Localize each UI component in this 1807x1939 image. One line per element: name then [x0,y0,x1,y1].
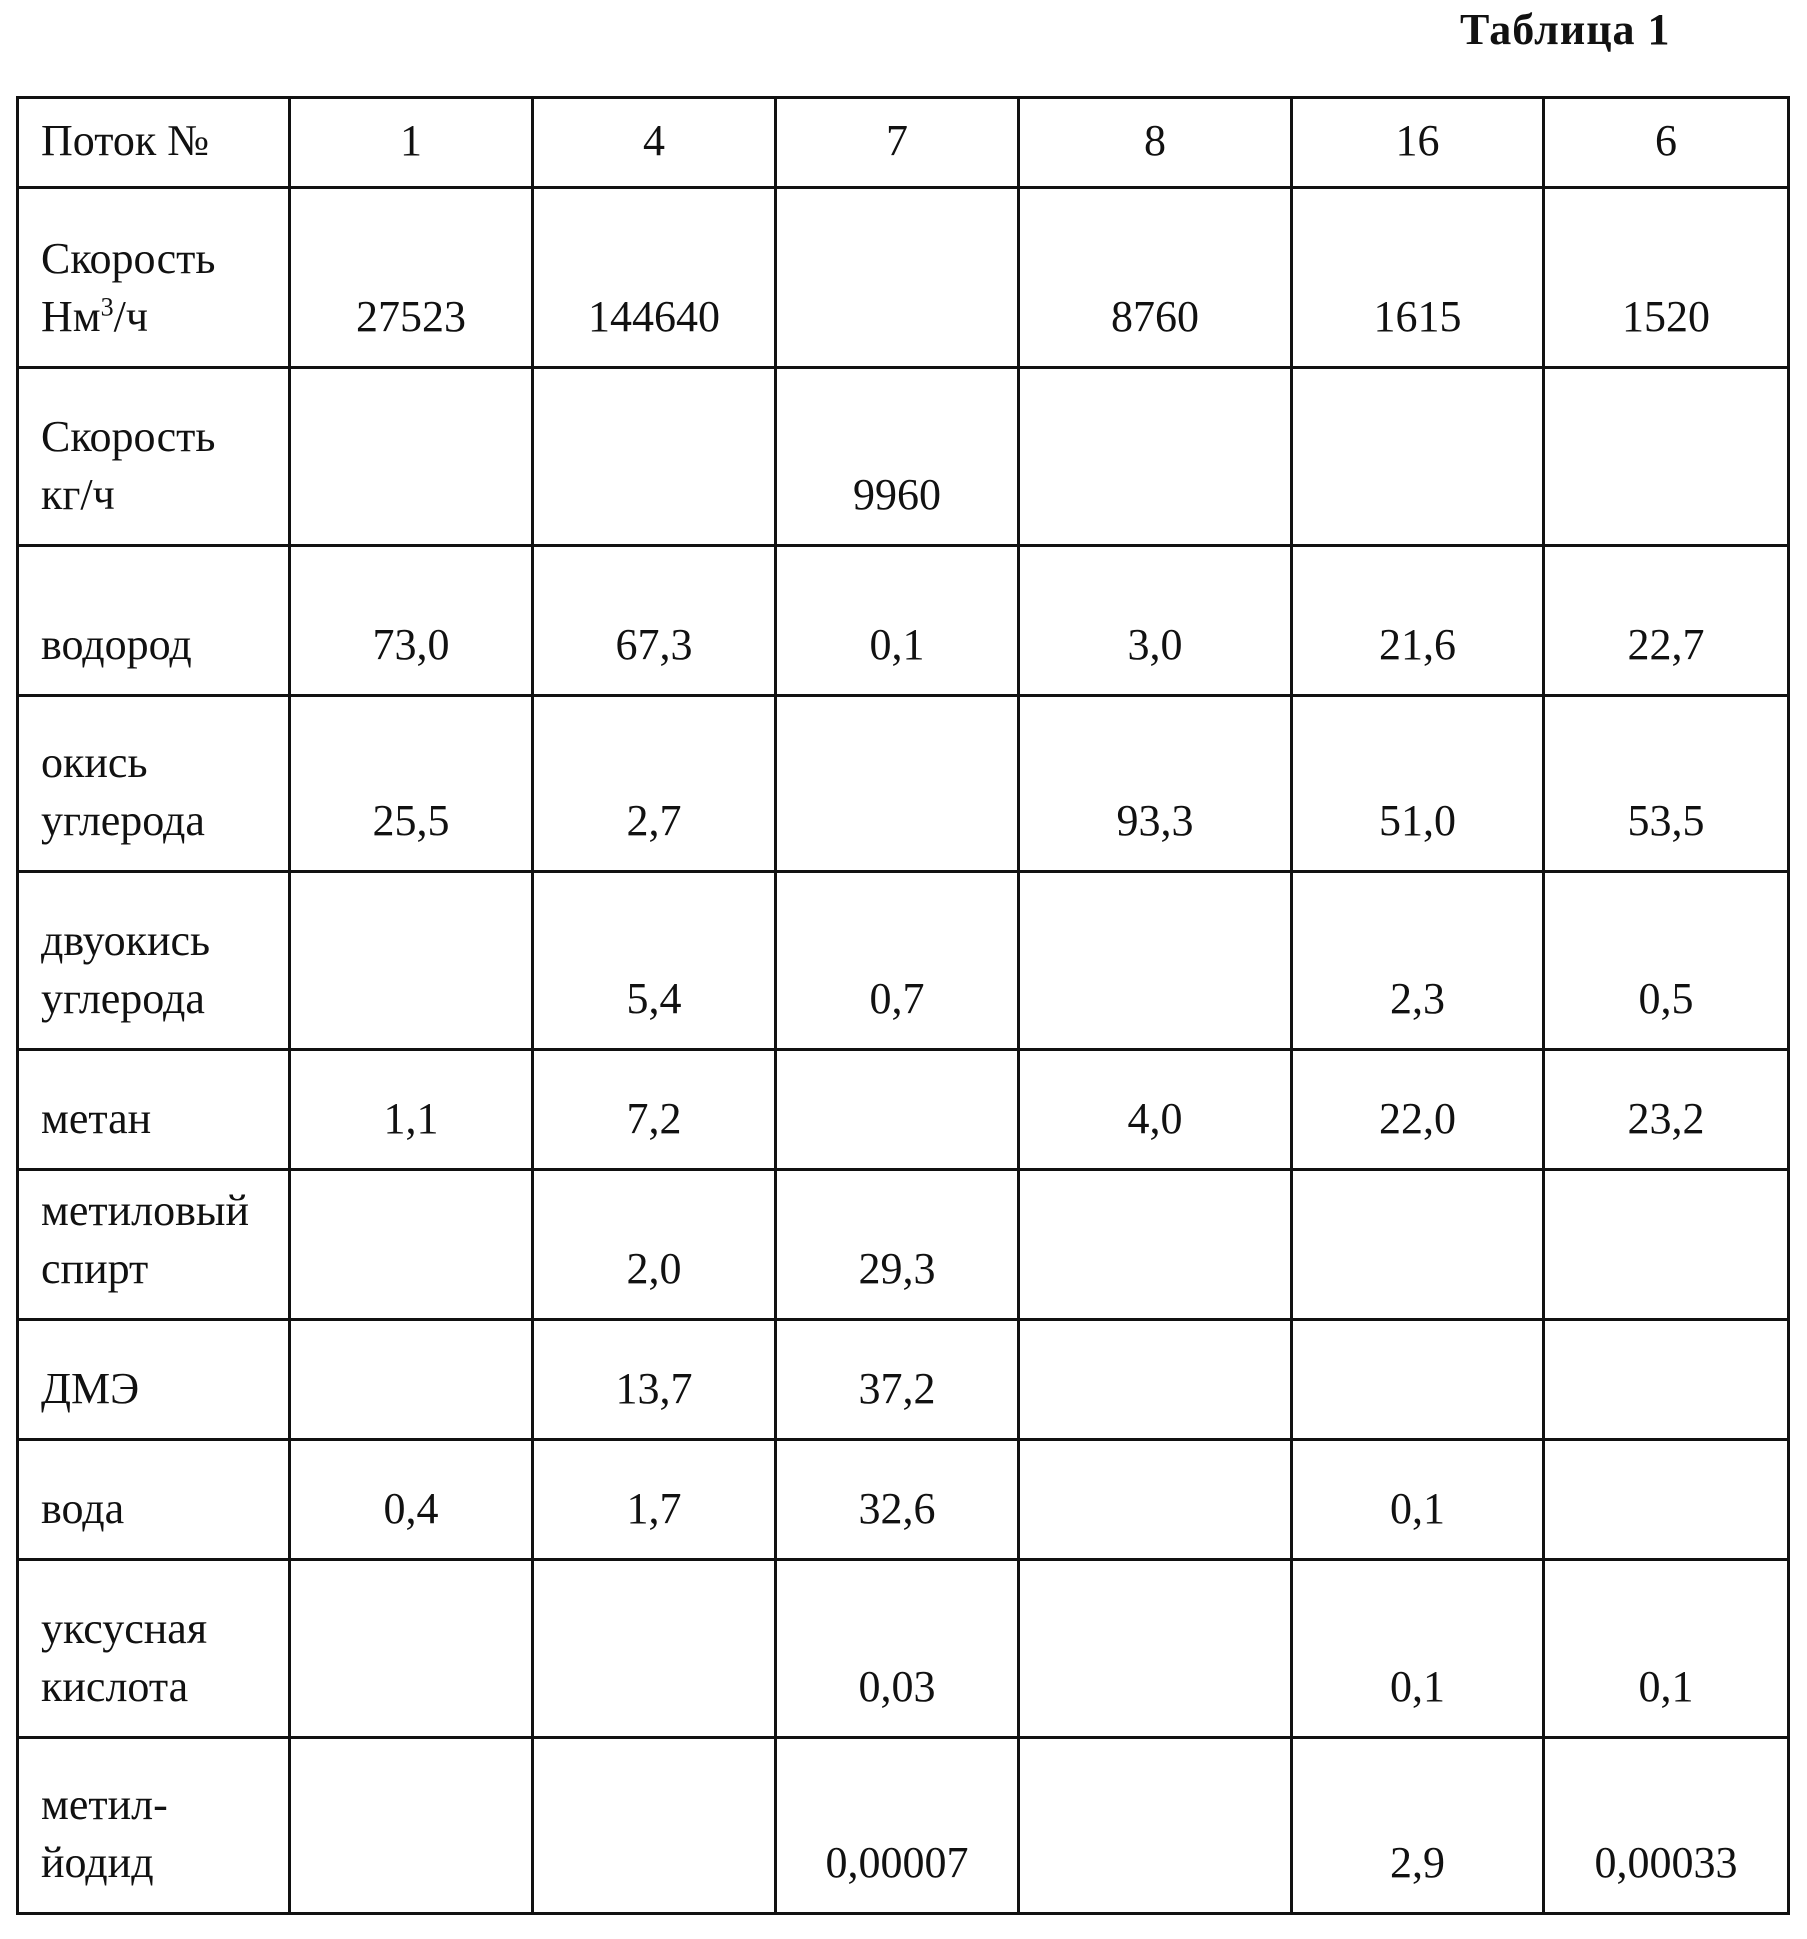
table-row [18,1440,1789,1560]
table-cell: 9960 [775,368,1018,546]
table-cell [1018,872,1291,1050]
table-cell [775,1050,1018,1170]
table-cell [1018,1560,1291,1738]
row-label-line: углерода [41,974,205,1023]
table-cell [1292,368,1544,546]
table-cell: 2,3 [1292,872,1544,1050]
stream-composition-table [16,96,1790,1915]
table-cell: 37,2 [775,1320,1018,1440]
table-cell: 0,4 [290,1440,533,1560]
table-cell: 2,7 [533,696,776,872]
table-row [18,872,1789,1050]
table-cell [1018,368,1291,546]
table-cell [290,1170,533,1320]
table-cell [775,188,1018,368]
table-cell: 21,6 [1292,546,1544,696]
table-row [18,188,1789,368]
row-label-line: углерода [41,796,205,845]
stream-number: 8 [1018,98,1291,188]
stream-number: 16 [1292,98,1544,188]
table-cell: 23,2 [1543,1050,1788,1170]
table-cell: 1,1 [290,1050,533,1170]
row-label [18,1560,290,1738]
table-cell: 0,1 [1292,1440,1544,1560]
row-label [18,1440,290,1560]
table-row [18,368,1789,546]
row-label [18,368,290,546]
table-cell [1543,368,1788,546]
table-cell: 0,03 [775,1560,1018,1738]
table-cell: 51,0 [1292,696,1544,872]
row-label [18,696,290,872]
table-row [18,1170,1789,1320]
table-cell: 4,0 [1018,1050,1291,1170]
row-label [18,546,290,696]
table-row [18,546,1789,696]
stream-number: 6 [1543,98,1788,188]
table-cell: 27523 [290,188,533,368]
row-label-line: Скорость [41,234,216,283]
row-label [18,1170,290,1320]
row-label-line: окись [41,738,148,787]
table-cell: 1,7 [533,1440,776,1560]
table-cell: 0,00033 [1543,1738,1788,1914]
row-label-line: водород [41,620,192,669]
stream-number: 7 [775,98,1018,188]
table-cell: 144640 [533,188,776,368]
row-label-line: ДМЭ [41,1364,140,1413]
table-cell [1292,1320,1544,1440]
table-cell: 8760 [1018,188,1291,368]
row-label [18,872,290,1050]
table-cell [290,1320,533,1440]
table-cell: 1615 [1292,188,1544,368]
table-cell: 13,7 [533,1320,776,1440]
table-caption: Таблица 1 [1460,5,1671,54]
row-label-line: уксусная [41,1604,208,1653]
row-label [18,188,290,368]
superscript: 3 [100,292,114,322]
table-row [18,696,1789,872]
table-cell: 2,9 [1292,1738,1544,1914]
row-label-line: йодид [41,1838,154,1887]
table-cell: 25,5 [290,696,533,872]
table-cell [290,368,533,546]
header-row [18,98,1789,188]
table-cell [775,696,1018,872]
header-label: Поток № [18,98,290,188]
table-row [18,1738,1789,1914]
table-row [18,1050,1789,1170]
row-label-line: метил- [41,1780,168,1829]
table-cell: 0,1 [1292,1560,1544,1738]
table-cell: 73,0 [290,546,533,696]
row-label [18,1738,290,1914]
table-cell [290,872,533,1050]
row-label-line: метан [41,1094,152,1143]
row-label-part: /ч [113,292,148,341]
stream-number: 1 [290,98,533,188]
row-label-part: Нм [41,292,101,341]
table-cell [290,1738,533,1914]
table-cell: 32,6 [775,1440,1018,1560]
table-cell: 1520 [1543,188,1788,368]
table-row [18,1320,1789,1440]
table-cell [1543,1170,1788,1320]
stream-number: 4 [533,98,776,188]
table-cell: 67,3 [533,546,776,696]
row-label [18,1320,290,1440]
table-cell [533,1738,776,1914]
table-cell: 0,1 [1543,1560,1788,1738]
table-cell [1018,1170,1291,1320]
row-label-line: Скорость [41,412,216,461]
row-label-line: спирт [41,1244,149,1293]
table-cell: 0,00007 [775,1738,1018,1914]
table-cell: 7,2 [533,1050,776,1170]
row-label-line: вода [41,1484,125,1533]
table-cell: 53,5 [1543,696,1788,872]
table-cell: 0,7 [775,872,1018,1050]
table-cell [1292,1170,1544,1320]
table-cell: 0,1 [775,546,1018,696]
row-label-line: кислота [41,1662,189,1711]
row-label-line: двуокись [41,916,211,965]
table-cell [1543,1440,1788,1560]
table-cell [290,1560,533,1738]
table-cell: 5,4 [533,872,776,1050]
table-cell: 2,0 [533,1170,776,1320]
table-cell: 0,5 [1543,872,1788,1050]
table-cell: 93,3 [1018,696,1291,872]
row-label-line: кг/ч [41,470,115,519]
row-label-line [41,288,284,346]
row-label [18,1050,290,1170]
row-label-line: метиловый [41,1186,249,1235]
table-cell: 22,7 [1543,546,1788,696]
table-cell: 3,0 [1018,546,1291,696]
table-cell [1018,1440,1291,1560]
table-cell [1018,1738,1291,1914]
table-cell: 22,0 [1292,1050,1544,1170]
table-cell [1543,1320,1788,1440]
table-cell [533,368,776,546]
table-row [18,1560,1789,1738]
table-cell [1018,1320,1291,1440]
table-cell [533,1560,776,1738]
table-cell: 29,3 [775,1170,1018,1320]
